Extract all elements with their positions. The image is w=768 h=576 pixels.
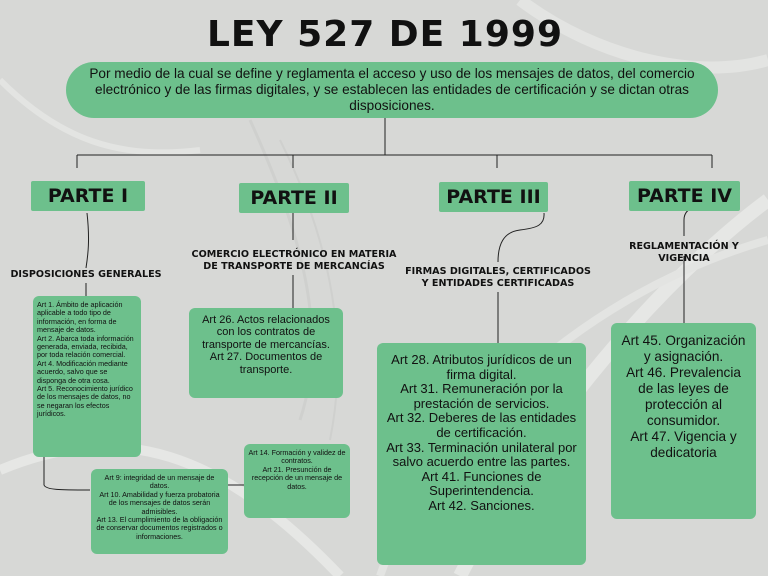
part-2-label: PARTE II — [239, 183, 349, 213]
part-1-articles-box: Art 1. Ámbito de aplicación aplicable a todo tipo de información, en forma de mensaje de datos. Art 2. Abarca toda información generada, enviada, recibida, por toda relación comercial. Art 4. Modificación mediante acuerdo, salvo que se disponga de otra cosa. Art 5. Reconocimiento jurídico de los mensajes de datos, no se negaran los efectos jurídicos. — [33, 296, 141, 457]
part-1-heading: DISPOSICIONES GENERALES — [10, 269, 162, 280]
part-4-articles-box: Art 45. Organización y asignación. Art 46. Prevalencia de las leyes de protección al consumidor. Art 47. Vigencia y dedicatoria — [611, 323, 756, 519]
part-3-articles-box: Art 28. Atributos jurídicos de un firma digital. Art 31. Remuneración por la prestación de servicios. Art 32. Deberes de las entidades de certificación. Art 33. Terminación unilateral por salvo acuerdo entre las partes. Art 41. Funciones de Superintendencia. Art 42. Sanciones. — [377, 343, 586, 565]
connector-line — [44, 457, 90, 490]
connector-line — [684, 207, 697, 236]
connector-line — [498, 213, 544, 262]
subtitle-banner — [66, 62, 718, 118]
part-2-heading: COMERCIO ELECTRÓNICO EN MATERIA DE TRANSPORTE DE MERCANCÍAS — [191, 249, 397, 272]
part-1-label: PARTE I — [31, 181, 145, 211]
connector-line — [86, 213, 89, 268]
part-2-articles-box: Art 26. Actos relacionados con los contratos de transporte de mercancías. Art 27. Documentos de transporte. — [189, 308, 343, 398]
page-title: LEY 527 DE 1999 — [206, 14, 563, 55]
part-3-heading: FIRMAS DIGITALES, CERTIFICADOS Y ENTIDADES CERTIFICADAS — [405, 266, 591, 289]
part-4-label: PARTE IV — [629, 181, 740, 211]
part-1-articles-box-3: Art 14. Formación y validez de contratos. Art 21. Presunción de recepción de un mensaje de datos. — [244, 444, 350, 518]
subtitle-text: Por medio de la cual se define y reglamenta el acceso y uso de los mensajes de datos, del comercio electrónico y de las firmas digitales, y se establecen las entidades de certificación y se dictan otras disposiciones. — [89, 66, 695, 113]
part-4-heading: REGLAMENTACIÓN Y VIGENCIA — [629, 241, 739, 264]
part-3-label: PARTE III — [439, 182, 548, 212]
part-1-articles-box-2: Art 9: integridad de un mensaje de datos. Art 10. Amabilidad y fuerza probatoria de los mensajes de datos serán admisibles. Art 13. El cumplimiento de la obligación de conservar documentos registrados o informaciones. — [91, 469, 228, 554]
